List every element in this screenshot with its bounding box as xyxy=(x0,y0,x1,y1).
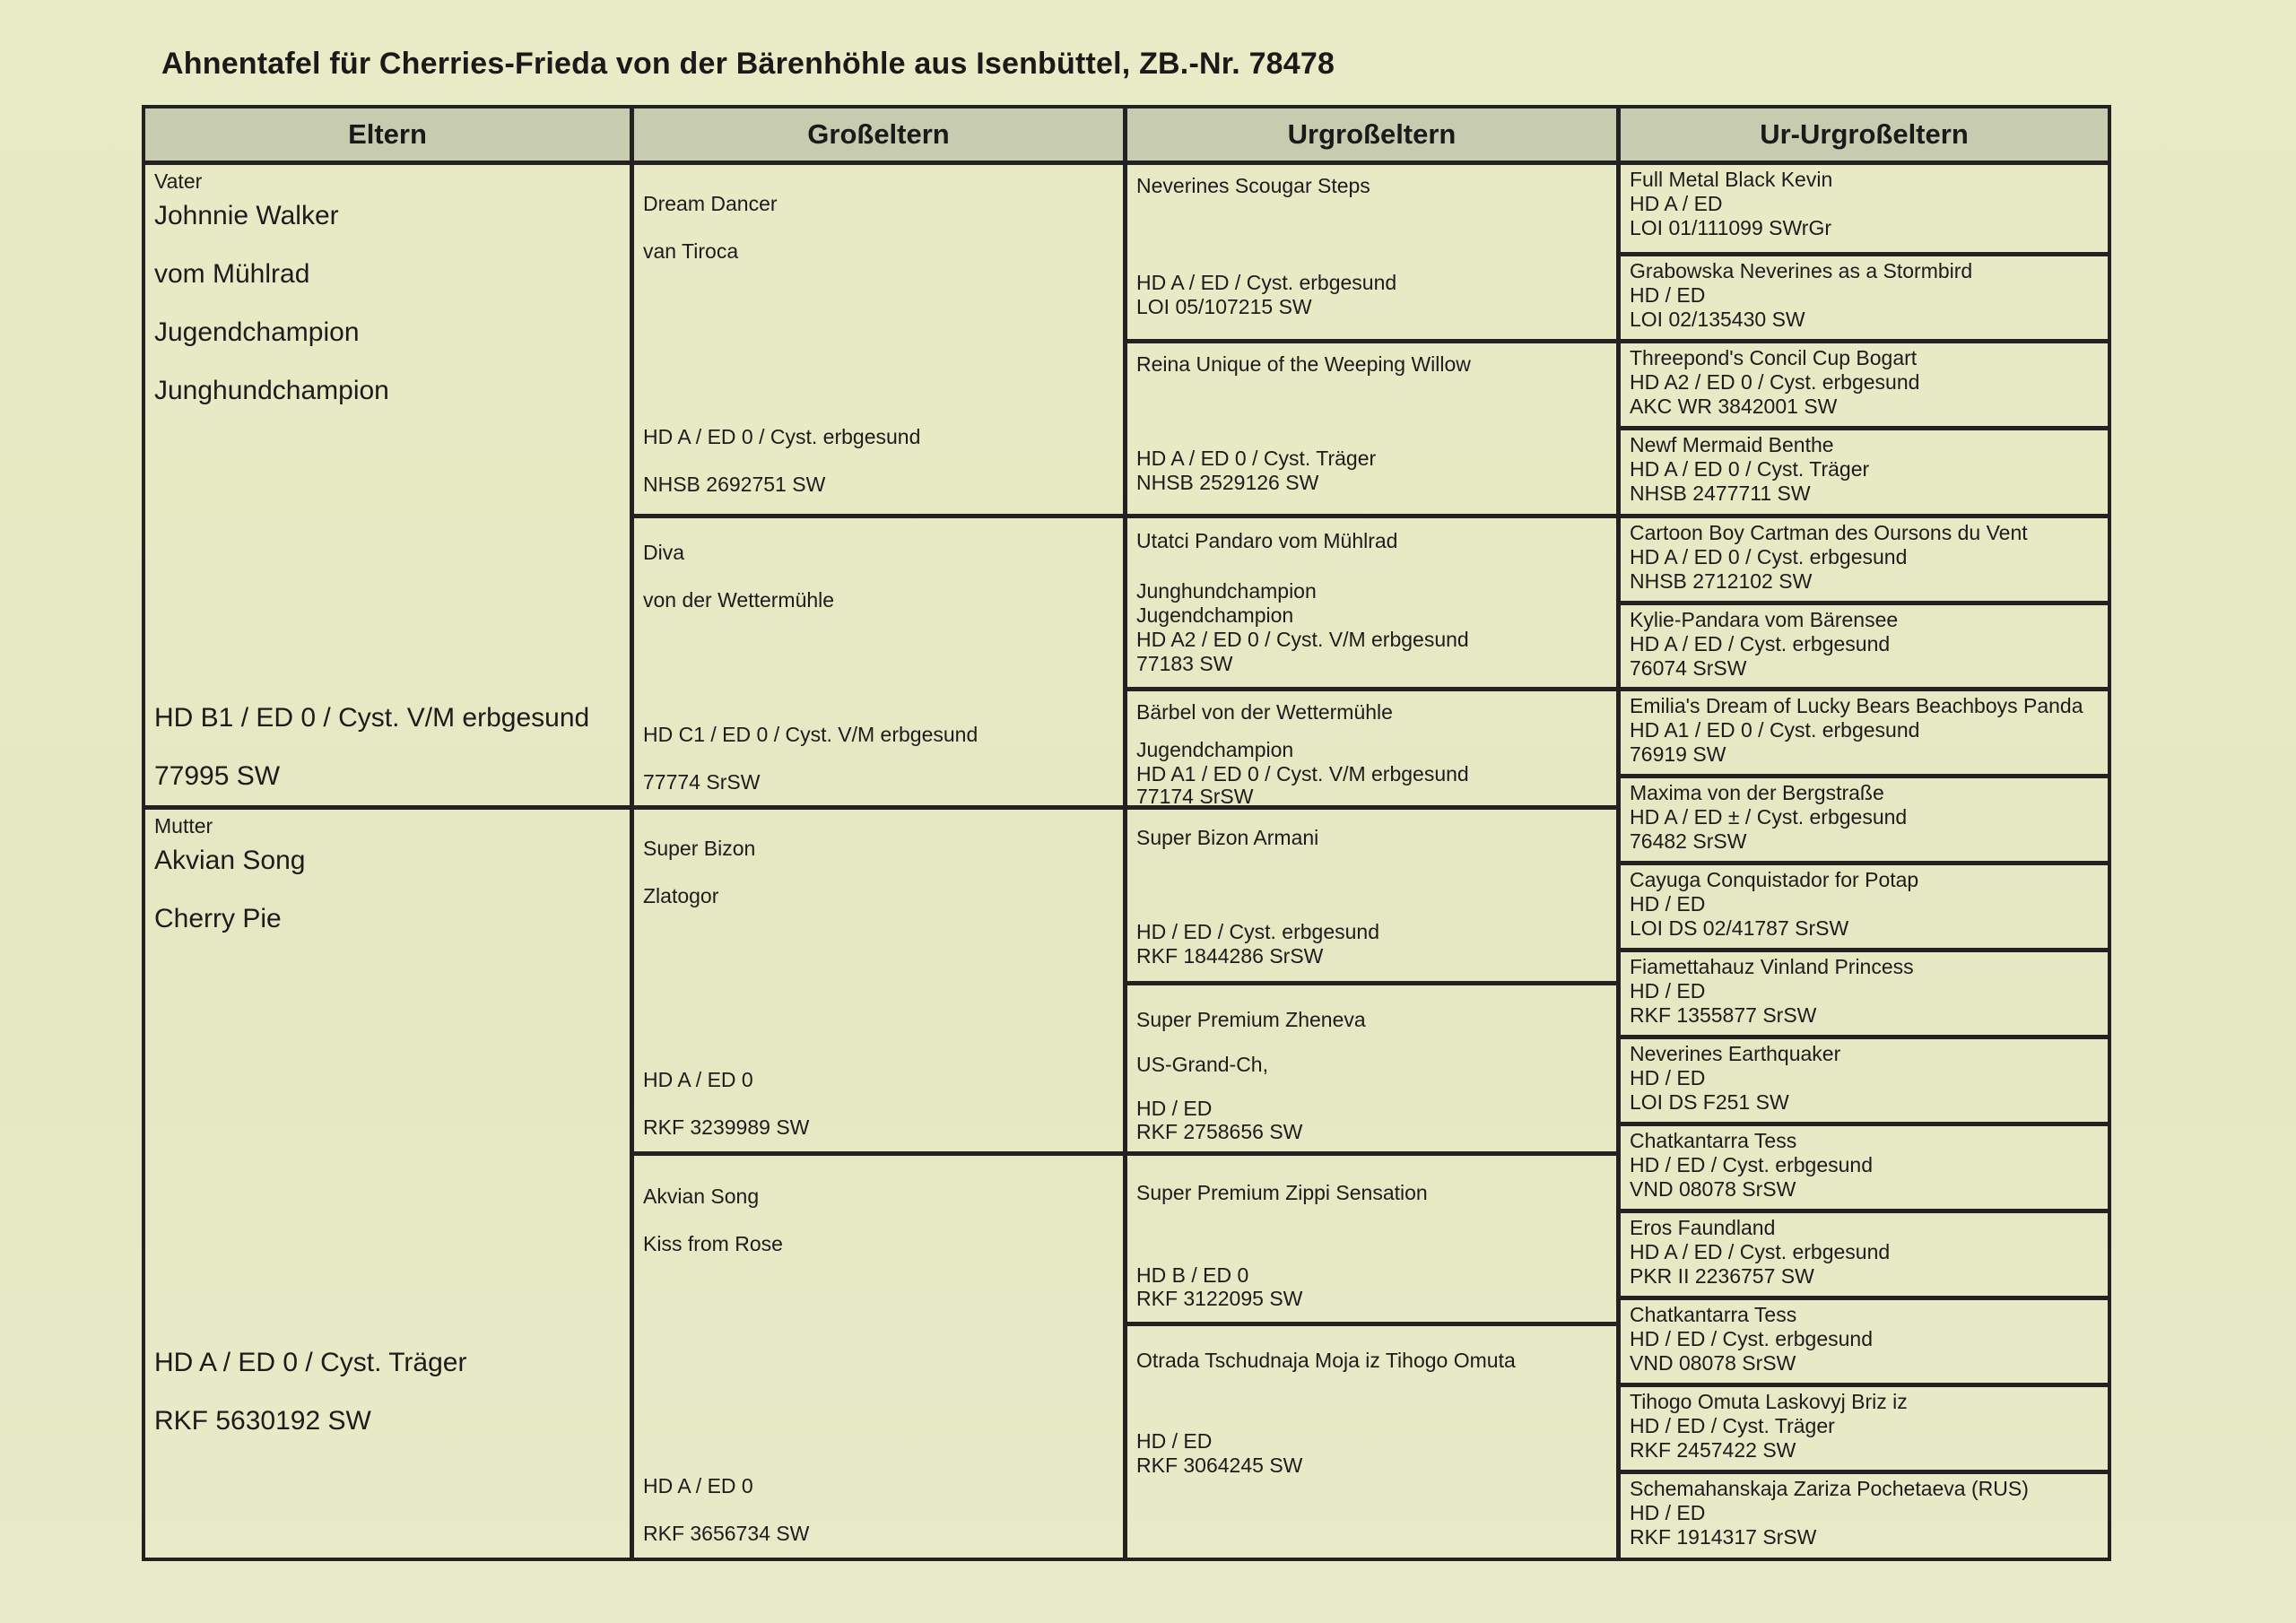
ancestor-health: HD A2 / ED 0 / Cyst. erbgesund xyxy=(1630,370,1920,394)
ancestor-health: HD / ED xyxy=(1630,283,1706,307)
grosseltern-name-1: Diva xyxy=(643,541,685,564)
cell-ururgrosseltern xyxy=(1621,948,2108,1035)
mutter-health: HD A / ED 0 / Cyst. Träger xyxy=(154,1348,467,1377)
vater-reg: 77995 SW xyxy=(154,761,281,791)
urgrosseltern-reg: RKF 1844286 SrSW xyxy=(1136,944,1324,968)
ancestor-health: HD A / ED 0 / Cyst. Träger xyxy=(1630,457,1870,481)
ancestor-health: HD / ED / Cyst. erbgesund xyxy=(1630,1153,1873,1176)
mutter-reg: RKF 5630192 SW xyxy=(154,1406,371,1436)
cell-grosseltern-3 xyxy=(634,805,1123,1151)
urgrosseltern-reg: NHSB 2529126 SW xyxy=(1136,471,1319,494)
role-label: Vater xyxy=(154,169,203,193)
role-label: Mutter xyxy=(154,814,213,838)
urgrosseltern-name: Super Premium Zippi Sensation xyxy=(1136,1181,1428,1204)
grosseltern-health: HD C1 / ED 0 / Cyst. V/M erbgesund xyxy=(643,723,978,746)
header-urgrosseltern: Urgroßeltern xyxy=(1127,108,1616,165)
cell-ururgrosseltern xyxy=(1621,1209,2108,1296)
ancestor-reg: AKC WR 3842001 SW xyxy=(1630,395,1838,418)
urgrosseltern-name: Super Premium Zheneva xyxy=(1136,1008,1366,1031)
ancestor-reg: LOI 02/135430 SW xyxy=(1630,308,1805,331)
cell-ururgrosseltern xyxy=(1621,339,2108,426)
cell-ururgrosseltern xyxy=(1621,1296,2108,1383)
cell-ururgrosseltern xyxy=(1621,861,2108,948)
ancestor-name: Eros Faundland xyxy=(1630,1216,1776,1239)
cell-ururgrosseltern xyxy=(1621,601,2108,687)
cell-ururgrosseltern xyxy=(1621,252,2108,339)
grosseltern-health: HD A / ED 0 / Cyst. erbgesund xyxy=(643,425,921,448)
ancestor-reg: VND 08078 SrSW xyxy=(1630,1351,1796,1375)
ancestor-name: Cartoon Boy Cartman des Oursons du Vent xyxy=(1630,521,2028,544)
cell-urgrosseltern-3 xyxy=(1127,514,1616,687)
ancestor-name: Emilia's Dream of Lucky Bears Beachboys Panda xyxy=(1630,694,2083,717)
urgrosseltern-health: HD B / ED 0 xyxy=(1136,1263,1249,1287)
urgrosseltern-health: HD A / ED 0 / Cyst. Träger xyxy=(1136,447,1377,470)
ancestor-name: Neverines Earthquaker xyxy=(1630,1042,1841,1065)
grosseltern-name-1: Akvian Song xyxy=(643,1185,760,1208)
urgrosseltern-health: HD / ED xyxy=(1136,1097,1213,1120)
header-ururgrosseltern: Ur-Urgroßeltern xyxy=(1621,108,2108,165)
ancestor-name: Cayuga Conquistador for Potap xyxy=(1630,868,1919,891)
vater-name-1: Johnnie Walker xyxy=(154,201,339,230)
ancestor-health: HD A / ED 0 / Cyst. erbgesund xyxy=(1630,545,1908,568)
cell-ururgrosseltern xyxy=(1621,1470,2108,1558)
urgrosseltern-title-2: Jugendchampion xyxy=(1136,603,1294,627)
cell-ururgrosseltern xyxy=(1621,426,2108,514)
ancestor-reg: LOI DS F251 SW xyxy=(1630,1090,1789,1114)
vater-health: HD B1 / ED 0 / Cyst. V/M erbgesund xyxy=(154,703,590,733)
cell-urgrosseltern-1 xyxy=(1127,165,1616,339)
urgrosseltern-reg: RKF 3122095 SW xyxy=(1136,1287,1303,1310)
ancestor-reg: 76074 SrSW xyxy=(1630,656,1747,680)
urgrosseltern-name: Otrada Tschudnaja Moja iz Tihogo Omuta xyxy=(1136,1349,1516,1372)
ancestor-name: Grabowska Neverines as a Stormbird xyxy=(1630,259,1973,282)
ancestor-name: Chatkantarra Tess xyxy=(1630,1129,1797,1152)
mutter-name-2: Cherry Pie xyxy=(154,904,282,933)
ancestor-health: HD / ED xyxy=(1630,979,1706,1002)
ancestor-health: HD / ED xyxy=(1630,892,1706,916)
grosseltern-health: HD A / ED 0 xyxy=(643,1474,753,1497)
vater-title-1: Jugendchampion xyxy=(154,317,360,347)
grosseltern-reg: RKF 3239989 SW xyxy=(643,1115,810,1139)
urgrosseltern-health: HD / ED xyxy=(1136,1429,1213,1453)
ancestor-reg: 76482 SrSW xyxy=(1630,829,1747,853)
grosseltern-name-2: von der Wettermühle xyxy=(643,588,835,612)
urgrosseltern-reg: RKF 3064245 SW xyxy=(1136,1454,1303,1477)
urgrosseltern-health: HD A2 / ED 0 / Cyst. V/M erbgesund xyxy=(1136,628,1469,651)
mutter-name-1: Akvian Song xyxy=(154,846,306,875)
ancestor-name: Kylie-Pandara vom Bärensee xyxy=(1630,608,1899,631)
cell-urgrosseltern-2 xyxy=(1127,339,1616,514)
column-grosseltern xyxy=(634,108,1127,1558)
ancestor-name: Tihogo Omuta Laskovyj Briz iz xyxy=(1630,1390,1908,1413)
ancestor-reg: RKF 2457422 SW xyxy=(1630,1438,1796,1462)
grosseltern-reg: RKF 3656734 SW xyxy=(643,1522,810,1545)
ancestor-reg: 76919 SW xyxy=(1630,742,1726,766)
cell-grosseltern-2 xyxy=(634,514,1123,805)
ancestor-health: HD / ED xyxy=(1630,1501,1706,1524)
column-eltern xyxy=(145,108,634,1558)
grosseltern-health: HD A / ED 0 xyxy=(643,1068,753,1091)
urgrosseltern-reg: 77183 SW xyxy=(1136,652,1233,675)
ancestor-reg: NHSB 2712102 SW xyxy=(1630,569,1813,593)
header-eltern: Eltern xyxy=(145,108,630,165)
urgrosseltern-title-1: Junghundchampion xyxy=(1136,579,1317,603)
urgrosseltern-title-1: Jugendchampion xyxy=(1136,738,1294,761)
cell-ururgrosseltern xyxy=(1621,1383,2108,1470)
grosseltern-name-2: Zlatogor xyxy=(643,884,719,907)
ancestor-name: Fiamettahauz Vinland Princess xyxy=(1630,955,1914,978)
ancestor-health: HD A / ED / Cyst. erbgesund xyxy=(1630,1240,1891,1263)
cell-urgrosseltern-7 xyxy=(1127,1151,1616,1322)
grosseltern-name-1: Dream Dancer xyxy=(643,192,778,215)
ancestor-name: Full Metal Black Kevin xyxy=(1630,168,1833,191)
ancestor-health: HD A / ED / Cyst. erbgesund xyxy=(1630,632,1891,655)
cell-ururgrosseltern xyxy=(1621,1035,2108,1122)
cell-urgrosseltern-4 xyxy=(1127,687,1616,808)
ancestor-reg: PKR II 2236757 SW xyxy=(1630,1264,1814,1288)
cell-urgrosseltern-8 xyxy=(1127,1322,1616,1558)
vater-name-2: vom Mühlrad xyxy=(154,259,310,289)
urgrosseltern-health: HD A / ED / Cyst. erbgesund xyxy=(1136,271,1397,294)
cell-ururgrosseltern xyxy=(1621,1122,2108,1209)
cell-mutter xyxy=(145,805,630,1558)
ancestor-reg: RKF 1914317 SrSW xyxy=(1630,1525,1817,1549)
urgrosseltern-health: HD / ED / Cyst. erbgesund xyxy=(1136,920,1379,943)
ancestor-name: Schemahanskaja Zariza Pochetaeva (RUS) xyxy=(1630,1477,2029,1500)
grosseltern-reg: NHSB 2692751 SW xyxy=(643,473,826,496)
urgrosseltern-reg: RKF 2758656 SW xyxy=(1136,1120,1303,1143)
ancestor-reg: VND 08078 SrSW xyxy=(1630,1177,1796,1201)
cell-urgrosseltern-5 xyxy=(1127,805,1616,981)
ancestor-name: Threepond's Concil Cup Bogart xyxy=(1630,346,1918,369)
ancestor-reg: LOI 01/111099 SWrGr xyxy=(1630,216,1832,239)
page-title: Ahnentafel für Cherries-Frieda von der Bärenhöhle aus Isenbüttel, ZB.-Nr. 78478 xyxy=(161,47,1335,81)
urgrosseltern-name: Reina Unique of the Weeping Willow xyxy=(1136,352,1471,376)
pedigree-table xyxy=(142,105,2111,1561)
grosseltern-reg: 77774 SrSW xyxy=(643,770,761,794)
cell-vater xyxy=(145,165,630,805)
ancestor-health: HD / ED / Cyst. Träger xyxy=(1630,1414,1835,1437)
vater-title-2: Junghundchampion xyxy=(154,376,389,405)
urgrosseltern-reg: 77174 SrSW xyxy=(1136,785,1254,808)
grosseltern-name-1: Super Bizon xyxy=(643,837,756,860)
cell-grosseltern-4 xyxy=(634,1151,1123,1558)
ancestor-health: HD A / ED ± / Cyst. erbgesund xyxy=(1630,805,1908,829)
cell-ururgrosseltern xyxy=(1621,165,2108,252)
urgrosseltern-name: Utatci Pandaro vom Mühlrad xyxy=(1136,529,1398,552)
ancestor-health: HD A1 / ED 0 / Cyst. erbgesund xyxy=(1630,718,1920,742)
urgrosseltern-title-1: US-Grand-Ch, xyxy=(1136,1053,1268,1076)
urgrosseltern-reg: LOI 05/107215 SW xyxy=(1136,295,1312,318)
ancestor-health: HD / ED / Cyst. erbgesund xyxy=(1630,1327,1873,1350)
urgrosseltern-health: HD A1 / ED 0 / Cyst. V/M erbgesund xyxy=(1136,762,1469,785)
ancestor-name: Chatkantarra Tess xyxy=(1630,1303,1797,1326)
urgrosseltern-name: Bärbel von der Wettermühle xyxy=(1136,700,1393,724)
cell-ururgrosseltern xyxy=(1621,774,2108,861)
ancestor-reg: LOI DS 02/41787 SrSW xyxy=(1630,916,1849,940)
column-ururgrosseltern xyxy=(1621,108,2108,1558)
cell-ururgrosseltern xyxy=(1621,687,2108,774)
cell-urgrosseltern-6 xyxy=(1127,981,1616,1151)
ancestor-reg: RKF 1355877 SrSW xyxy=(1630,1003,1817,1027)
header-grosseltern: Großeltern xyxy=(634,108,1123,165)
ancestor-health: HD A / ED xyxy=(1630,192,1723,215)
ancestor-reg: NHSB 2477711 SW xyxy=(1630,482,1811,505)
cell-ururgrosseltern xyxy=(1621,514,2108,601)
grosseltern-name-2: Kiss from Rose xyxy=(643,1232,783,1255)
grosseltern-name-2: van Tiroca xyxy=(643,239,739,263)
urgrosseltern-name: Super Bizon Armani xyxy=(1136,826,1319,849)
cell-grosseltern-1 xyxy=(634,165,1123,514)
ancestor-name: Newf Mermaid Benthe xyxy=(1630,433,1834,456)
column-urgrosseltern xyxy=(1127,108,1621,1558)
ancestor-health: HD / ED xyxy=(1630,1066,1706,1089)
ancestor-name: Maxima von der Bergstraße xyxy=(1630,781,1884,804)
urgrosseltern-name: Neverines Scougar Steps xyxy=(1136,174,1370,197)
